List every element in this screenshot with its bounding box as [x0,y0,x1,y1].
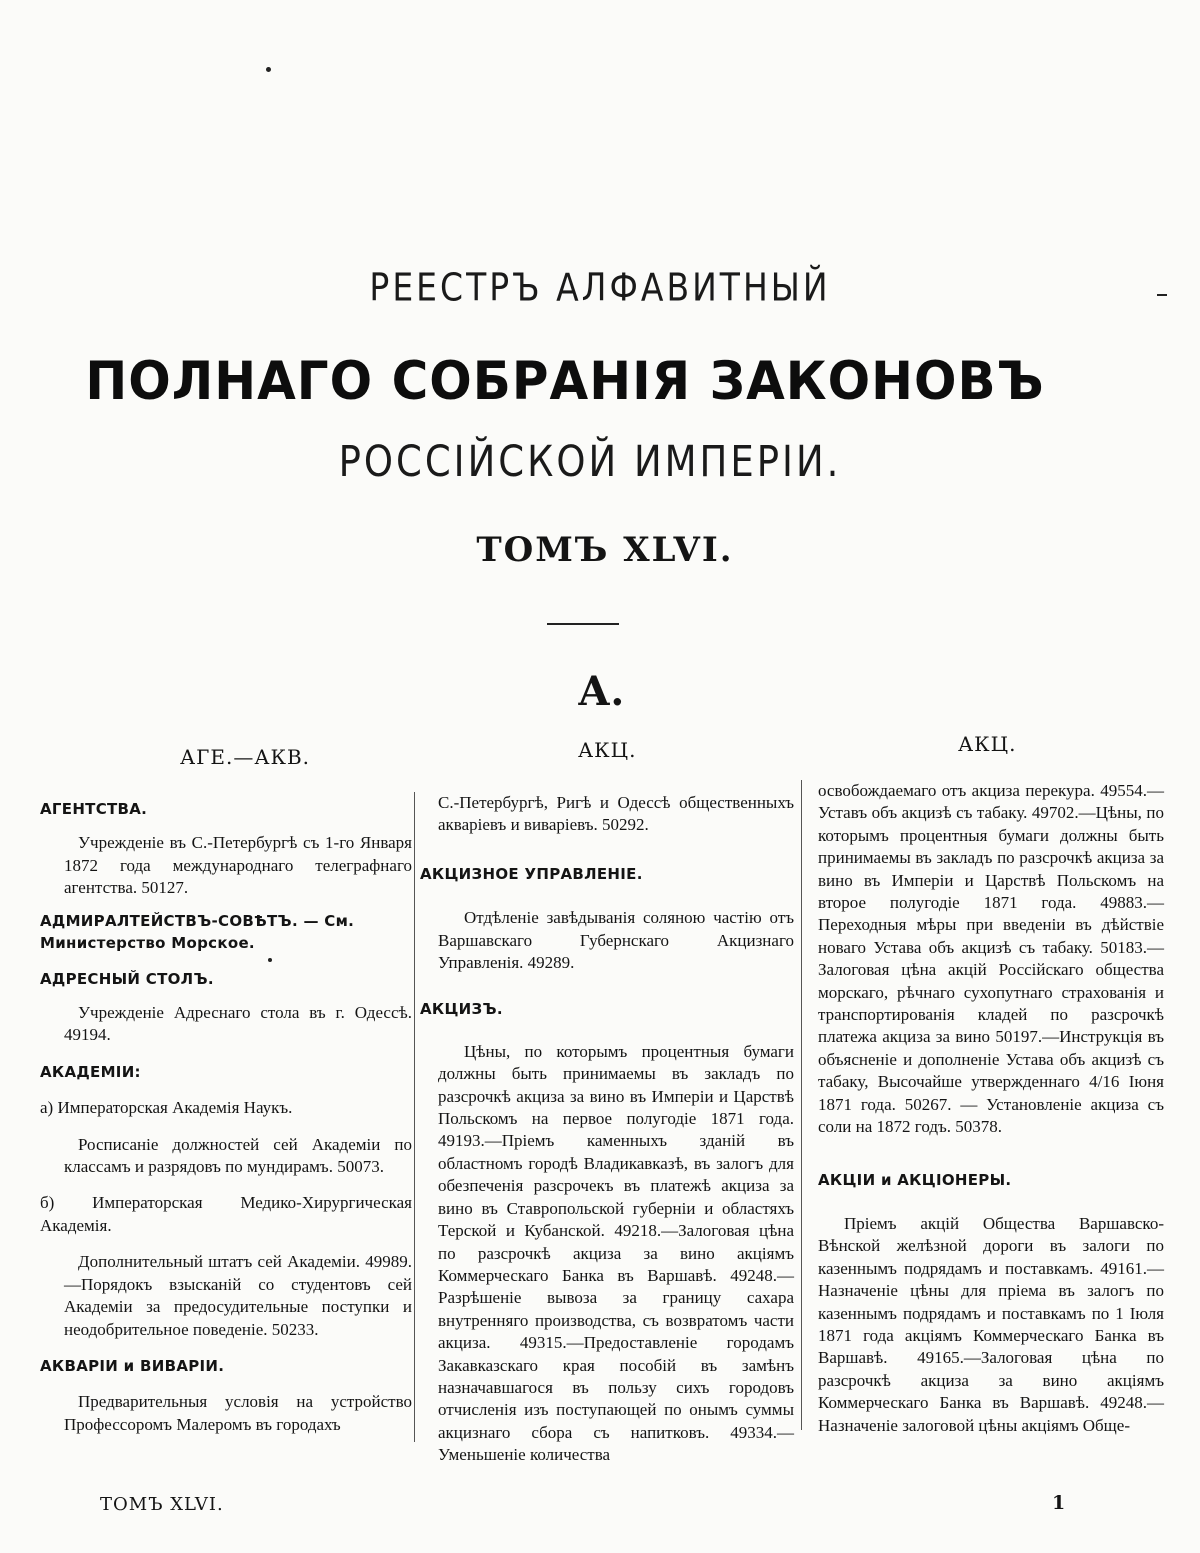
entry-text: Росписаніе должностей сей Академіи по классамъ и разрядовъ по мундирамъ. 50073. [64,1134,412,1177]
entry-title: АДМИРАЛТЕЙСТВЪ-СОВѢТЪ. — См. Министерство Морское. [40,911,355,952]
entry-subtitle: б) Императорская Медико-Хирургическая Академія. [40,1193,412,1235]
entry-text: Цѣны, по которымъ процентныя бумаги должны быть принимаемы въ закладъ по разсрочкѣ акциза за вино въ Имперіи и Царствѣ Польскомъ на первое полугодіе 1871 года. 49193.—Пріемъ каменныхъ зданій въ областномъ городѣ Владикавказѣ, въ залогъ для обезпеченія разсрочекъ въ платежѣ акциза за вино въ Ставропольской губерніи и областяхъ Терской и Кубанской. 49218.—Залоговая цѣна по разсрочкѣ акциза за вино акціямъ Коммерческаго Банка въ Варшавѣ. 49248.—Разрѣшеніе вывоза за границу сахара внутренняго производства, съ возвратомъ части акциза. 49315.—Предоставленіе городамъ Закавказскаго края пособій въ замѣнъ назначавшагося въ пользу сихъ городовъ отчисленія изъ поступающей по онымъ суммы акцизнаго сбора съ напитковъ. 49334.—Уменьшеніе количества [438,1041,794,1465]
section-letter: А. [577,668,625,715]
entry-text: Дополнительный штатъ сей Академіи. 49989.—Порядокъ взысканій со студентовъ сей Академіи за предосудительные поступки и неодобрительное поведеніе. 50233. [64,1252,412,1339]
entry-text: Предварительныя условія на устройство Профессоромъ Малеромъ въ городахъ [64,1392,412,1434]
right-column [818,780,1164,1437]
entry-title: АКЦИЗНОЕ УПРАВЛЕНІЕ. [420,864,643,883]
page-number: 1 [1052,1492,1066,1514]
middle-column-heading: АКЦ. [578,738,637,762]
entry-title: АКАДЕМІИ: [40,1062,141,1081]
entry-text: Отдѣленіе завѣдыванія соляною частію отъ Варшавскаго Губернскаго Акцизнаго Управленія. 49289. [438,908,794,973]
entry-text: Пріемъ акцій Общества Варшавско-Вѣнской желѣзной дороги въ залоги по казеннымъ подрядамъ и поставкамъ. 49161.—Назначеніе цѣны для пріема въ залогъ по казеннымъ подрядамъ и поставкамъ по 1 Іюля 1871 года акціямъ Коммерческаго Банка въ Варшавѣ. 49165.—Залоговая цѣна по разсрочкѣ акциза за вино акціямъ Коммерческаго Банка въ Варшавѣ. 49248.—Назначеніе залоговой цѣны акціямъ Обще- [818,1213,1164,1435]
entry-title: АДРЕСНЫЙ СТОЛЪ. [40,969,214,988]
entry-title: АГЕНТСТВА. [40,800,148,818]
left-column [40,798,412,1436]
footer-volume: ТОМЪ XLVI. [100,1494,224,1515]
right-column-heading: АКЦ. [958,732,1017,756]
entry-text: Учрежденіе въ С.-Петербургѣ съ 1-го Января 1872 года международнаго телеграфнаго агентства. 50127. [64,833,412,898]
entry-title: АКЦИЗЪ. [420,1000,503,1019]
entry-title: АКЦІИ и АКЦІОНЕРЫ. [818,1170,1012,1189]
left-column-heading: АГЕ.—АКВ. [180,745,311,769]
continuation-text: С.-Петербургѣ, Ригѣ и Одессѣ общественныхъ акваріевъ и виваріевъ. 50292. [438,793,794,835]
title-line-3: РОССІЙСКОЙ ИМПЕРІИ. [338,436,842,487]
column-divider [801,780,802,1430]
middle-column [420,792,794,1467]
title-line-2: ПОЛНАГО СОБРАНІЯ ЗАКОНОВЪ [85,350,1045,412]
entry-subtitle: а) Императорская Академія Наукъ. [40,1098,293,1118]
scan-speck [266,67,271,72]
title-line-1: РЕЕСТРЪ АЛФАВИТНЫЙ [369,265,831,310]
entry-title: АКВАРІИ и ВИВАРІИ. [40,1356,225,1375]
column-divider [414,792,415,1442]
continuation-text: освобождаемаго отъ акциза перекура. 49554.—Уставъ объ акцизѣ съ табаку. 49702.—Цѣны, по которымъ процентныя бумаги должны быть принимаемы въ закладъ по разсрочкѣ акциза за вино въ Имперіи и Царствѣ Польскомъ на второе полугодіе 1871 года. 49883.—Переходныя мѣры при введеніи въ дѣйствіе новаго Устава объ акцизѣ съ табаку. 50183.—Залоговая цѣна акцій Россійскаго общества морскаго, рѣчнаго сухопутнаго страхованія и транспортированія кладей по разсрочкѣ платежа акциза за вино 50197.—Инструкція въ объясненіе и дополненіе Устава объ акцизѣ съ табаку, Высочайше утвержденнаго 4/16 Іюня 1871 года. 50267. — Установленіе акциза съ соли на 1872 годъ. 50378. [818,781,1164,1137]
volume-title: ТОМЪ XLVI. [476,530,734,570]
entry-text: Учрежденіе Адреснаго стола въ г. Одессѣ. 49194. [64,1003,412,1045]
title-rule [547,623,619,625]
